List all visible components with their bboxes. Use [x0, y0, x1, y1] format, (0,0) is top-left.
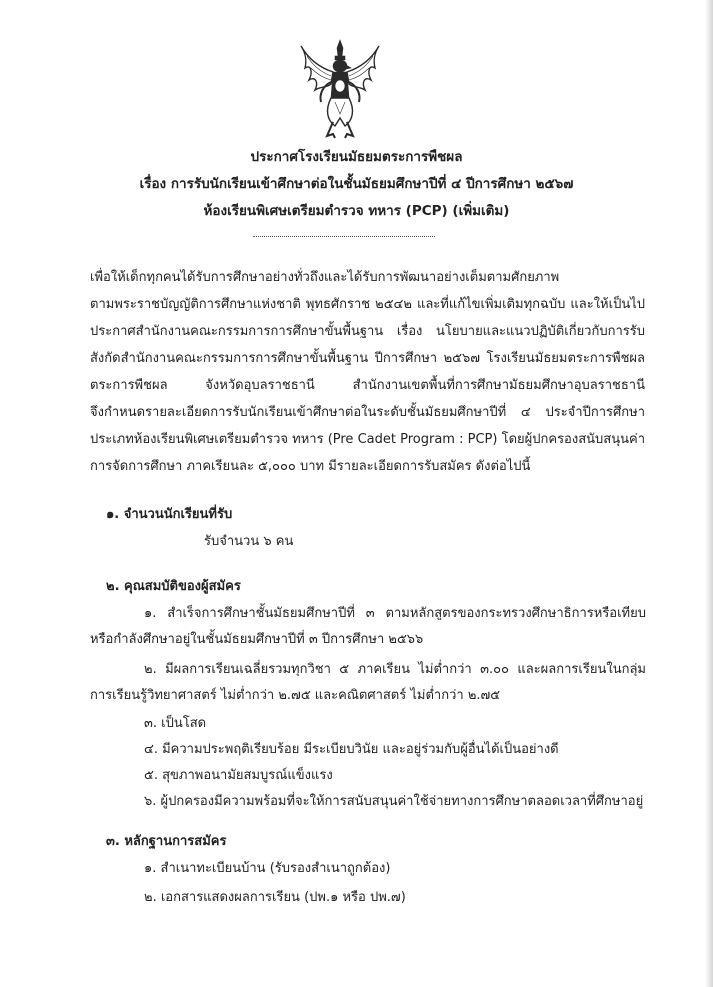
intro-line-3: ประกาศสำนักงานคณะกรรมการการศึกษาขั้นพื้นฐาน เรื่อง นโยบายและแนวปฏิบัติเกี่ยวกับการรับ — [90, 324, 645, 338]
section-2-item-2b: การเรียนรู้วิทยาศาสตร์ ไม่ต่ำกว่า ๒.๗๕ และคณิตศาสตร์ ไม่ต่ำกว่า ๒.๗๕ — [90, 688, 501, 703]
intro-line-4: สังกัดสำนักงานคณะกรรมการการศึกษาขั้นพื้นฐาน ปีการศึกษา ๒๕๖๗ โรงเรียนมัธยมตระการพืชผล — [90, 351, 645, 365]
section-2-item-5: ๕. สุขภาพอนามัยสมบูรณ์แข็งแรง — [144, 768, 333, 783]
intro-line-7: ประเภทห้องเรียนพิเศษเตรียมตำรวจ ทหาร (Pre Cadet Program : PCP) โดยผู้ปกครองสนับสนุนค่า — [90, 432, 645, 446]
section-1-text: รับจำนวน ๖ คน — [204, 534, 294, 549]
intro-line-1: เพื่อให้เด็กทุกคนได้รับการศึกษาอย่างทั่วถึงและได้รับการพัฒนาอย่างเต็มตามศักยภาพ — [90, 270, 560, 284]
announcement-title: ประกาศโรงเรียนมัธยมตระการพืชผล — [250, 149, 463, 165]
intro-line-5: ตระการพืชผล จังหวัดอุบลราชธานี สำนักงานเขตพื้นที่การศึกษามัธยมศึกษาอุบลราชธานี — [90, 378, 645, 392]
section-2-item-1b: หรือกำลังศึกษาอยู่ในชั้นมัธยมศึกษาปีที่ ๓ ปีการศึกษา ๒๕๖๖ — [90, 632, 424, 647]
intro-line-8: การจัดการศึกษา ภาคเรียนละ ๕,๐๐๐ บาท มีรายละเอียดการรับสมัคร ดังต่อไปนี้ — [90, 459, 531, 474]
intro-line-6: จึงกำหนดรายละเอียดการรับนักเรียนเข้าศึกษาต่อในระดับชั้นมัธยมศึกษาปีที่ ๔ ประจำปีการศึกษา — [90, 405, 645, 419]
section-1-title: ๑. จำนวนนักเรียนที่รับ — [106, 507, 233, 522]
section-2-item-2a: ๒. มีผลการเรียนเฉลี่ยรวมทุกวิชา ๕ ภาคเรียน ไม่ต่ำกว่า ๓.๐๐ และผลการเรียนในกลุ่ม — [144, 662, 646, 676]
section-3-title: ๓. หลักฐานการสมัคร — [106, 834, 227, 849]
section-2-item-6: ๖. ผู้ปกครองมีความพร้อมที่จะให้การสนับสนุนค่าใช้จ่ายทางการศึกษาตลอดเวลาที่ศึกษาอยู่ — [144, 794, 644, 809]
section-3-item-1: ๑. สำเนาทะเบียนบ้าน (รับรองสำเนาถูกต้อง) — [144, 861, 391, 876]
intro-line-2: ตามพระราชบัญญัติการศึกษาแห่งชาติ พุทธศักราช ๒๕๔๒ และที่แก้ไขเพิ่มเติมทุกฉบับ และให้เป็นไป — [90, 297, 645, 311]
announcement-program: ห้องเรียนพิเศษเตรียมตำรวจ ทหาร (PCP) (เพิ่มเติม) — [203, 203, 510, 219]
section-2-item-1a: ๑. สำเร็จการศึกษาชั้นมัธยมศึกษาปีที่ ๓ ตามหลักสูตรของกระทรวงศึกษาธิการหรือเทียบ — [144, 606, 646, 620]
dotted-separator — [253, 236, 435, 237]
garuda-emblem-icon — [297, 38, 383, 140]
announcement-subject: เรื่อง การรับนักเรียนเข้าศึกษาต่อในชั้นมัธยมศึกษาปีที่ ๔ ปีการศึกษา ๒๕๖๗ — [139, 176, 574, 192]
section-2-item-3: ๓. เป็นโสด — [144, 716, 207, 731]
section-2-title: ๒. คุณสมบัติของผู้สมัคร — [106, 579, 241, 594]
section-3-item-2: ๒. เอกสารแสดงผลการเรียน (ปพ.๑ หรือ ปพ.๗) — [144, 890, 406, 905]
section-2-item-4: ๔. มีความประพฤติเรียบร้อย มีระเบียบวินัย และอยู่ร่วมกับผู้อื่นได้เป็นอย่างดี — [144, 742, 559, 757]
